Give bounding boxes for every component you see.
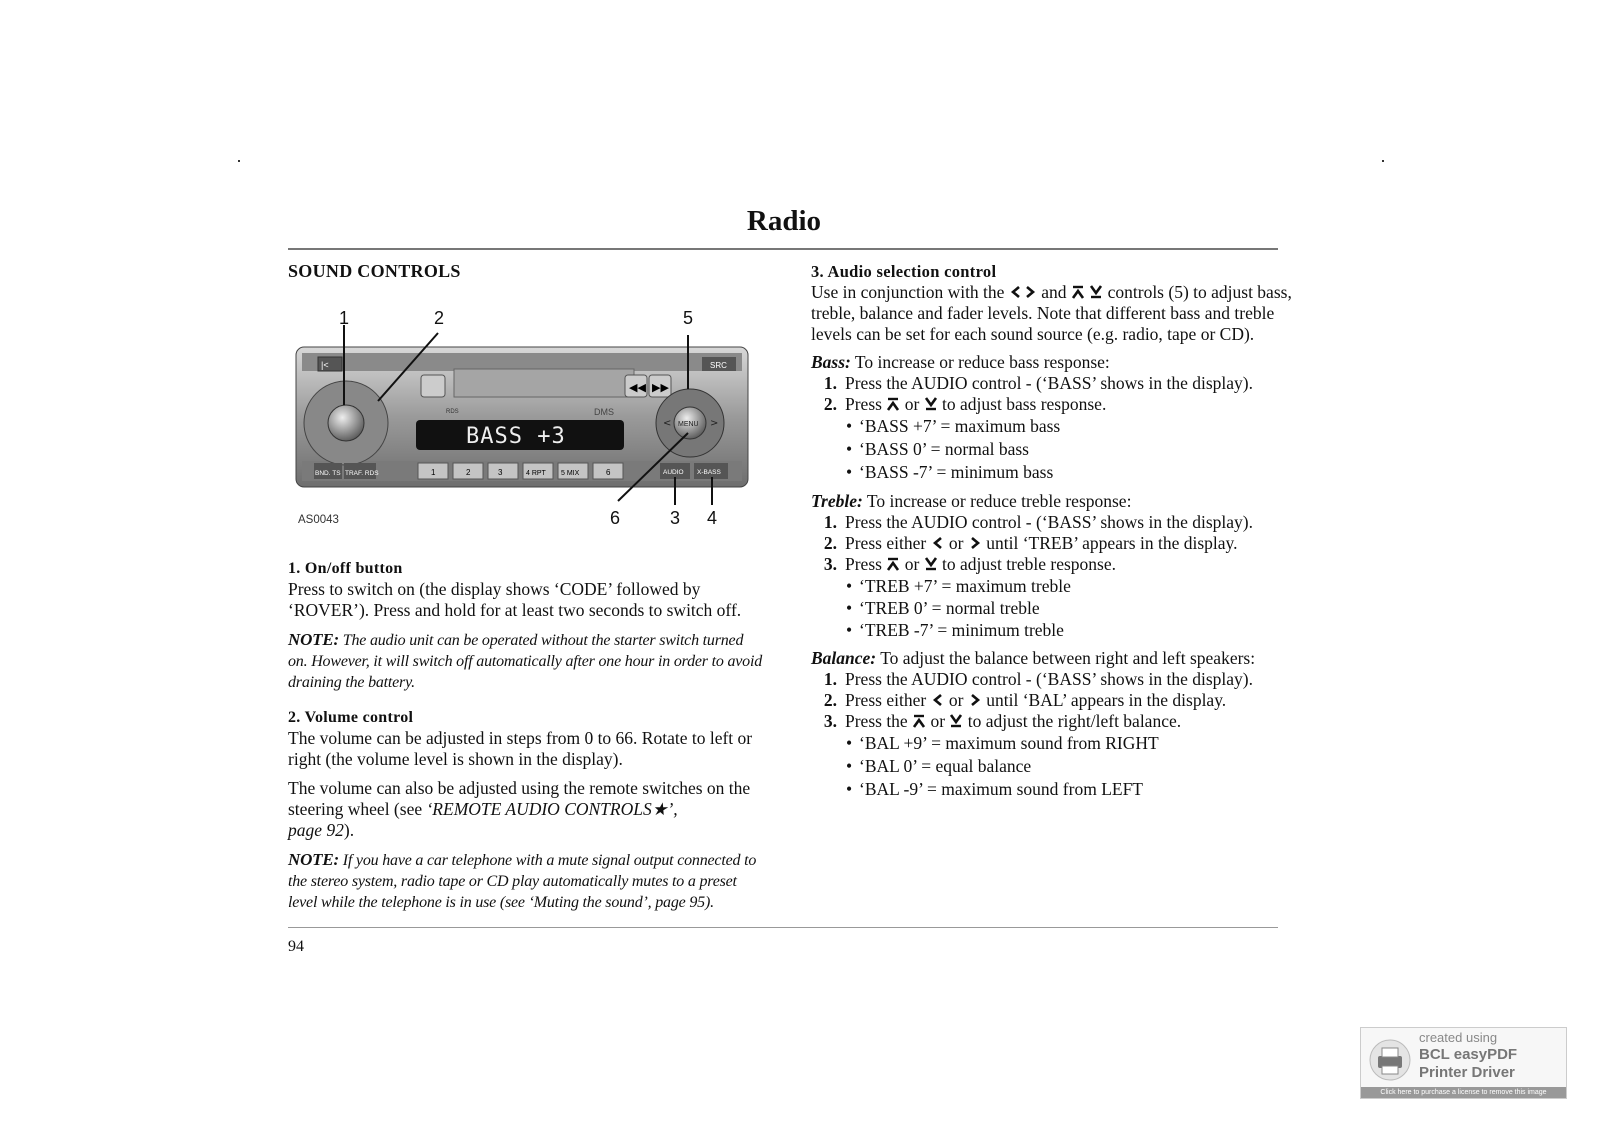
- note-label: NOTE:: [288, 630, 339, 649]
- list-item: • ‘BASS -7’ = minimum bass: [811, 461, 1293, 484]
- svg-text:◀◀: ◀◀: [629, 381, 646, 394]
- step-number: 2.: [823, 690, 837, 710]
- bass-desc: To increase or reduce bass response:: [850, 352, 1110, 372]
- preset-2-label: 2: [466, 468, 471, 477]
- treble-desc: To increase or reduce treble response:: [862, 491, 1132, 511]
- step-number: 2.: [823, 533, 837, 553]
- bass-step-2a: Press: [845, 394, 882, 414]
- treble-step-1: Press the AUDIO control - (‘BASS’ shows in the display).: [845, 512, 1253, 532]
- balance-step-3b: to adjust the right/left balance.: [967, 711, 1182, 731]
- treble-step-2b: until ‘TREB’ appears in the display.: [986, 533, 1238, 553]
- watermark-badge[interactable]: [1360, 1027, 1567, 1099]
- chevron-left-icon: [931, 693, 945, 707]
- bass-step-1: Press the AUDIO control - (‘BASS’ shows in the display).: [845, 373, 1253, 393]
- badge-line-2: BCL easyPDF: [1419, 1046, 1518, 1063]
- ref-quote: ’,: [667, 799, 678, 819]
- chevron-left-icon: [931, 536, 945, 550]
- svg-text:▶▶: ▶▶: [652, 381, 669, 394]
- volume-body-2: [288, 778, 763, 841]
- bass-label: Bass:: [811, 352, 851, 372]
- note-label: NOTE:: [288, 850, 339, 869]
- treble-step-2a: Press either: [845, 533, 927, 553]
- svg-text:>: >: [710, 418, 719, 429]
- list-item: • ‘BAL +9’ = maximum sound from RIGHT: [811, 732, 1293, 755]
- list-item: [811, 394, 1293, 415]
- callout-4: 4: [707, 508, 718, 528]
- arrow-up-bar-icon: [912, 714, 926, 728]
- list-item: • ‘TREB 0’ = normal treble: [811, 597, 1293, 619]
- step-number: 3.: [823, 711, 837, 731]
- arrow-up-bar-icon: [886, 557, 900, 571]
- scan-mark: [1382, 160, 1384, 162]
- arrow-down-bar-icon: [949, 714, 963, 728]
- audio-button-label: AUDIO: [663, 469, 684, 476]
- preset-1-label: 1: [431, 468, 436, 477]
- badge-purchase-link[interactable]: Click here to purchase a license to remove this image: [1361, 1087, 1566, 1098]
- svg-text:<: <: [663, 418, 672, 429]
- audio-intro: [811, 282, 1293, 345]
- list-item: [811, 669, 1293, 690]
- volume-note: [288, 849, 763, 913]
- treble-label: Treble:: [811, 491, 863, 511]
- volume-heading: 2. Volume control: [288, 709, 414, 726]
- onoff-heading: 1. On/off button: [288, 560, 403, 577]
- rds-logo: RDS: [446, 409, 459, 415]
- src-button-label: SRC: [710, 361, 727, 370]
- callout-1: 1: [339, 308, 350, 328]
- printer-icon: [1367, 1038, 1413, 1082]
- step-number: 1.: [823, 373, 837, 393]
- bass-intro: [811, 352, 1293, 373]
- treble-step-3b: to adjust treble response.: [942, 554, 1117, 574]
- ref-title: ‘REMOTE AUDIO CONTROLS: [426, 799, 652, 819]
- figure-code: AS0043: [298, 514, 339, 526]
- or-text: or: [948, 690, 964, 710]
- section-title: SOUND CONTROLS: [288, 261, 461, 281]
- list-item: [811, 690, 1293, 711]
- callout-2: 2: [434, 308, 445, 328]
- right-column: [811, 261, 1293, 801]
- onoff-note: [288, 629, 763, 693]
- star-marker: ★: [651, 799, 668, 819]
- list-item: • ‘BASS 0’ = normal bass: [811, 438, 1293, 461]
- audio-intro-and: and: [1041, 282, 1067, 302]
- badge-line-1: created using: [1419, 1030, 1498, 1045]
- or-text: or: [948, 533, 964, 553]
- or-text: or: [930, 711, 946, 731]
- arrow-down-bar-icon: [924, 557, 938, 571]
- treble-step-3a: Press: [845, 554, 882, 574]
- preset-3-label: 3: [498, 468, 503, 477]
- list-item: • ‘BAL -9’ = maximum sound from LEFT: [811, 778, 1293, 801]
- balance-desc: To adjust the balance between right and left speakers:: [876, 648, 1256, 668]
- step-number: 2.: [823, 394, 837, 414]
- arrow-down-bar-icon: [924, 397, 938, 411]
- chevron-right-icon: [1023, 285, 1037, 299]
- list-item: [811, 373, 1293, 394]
- scan-mark: [238, 160, 240, 162]
- balance-steps: [811, 669, 1293, 732]
- volume-body-1: The volume can be adjusted in steps from 0 to 66. Rotate to left or right (the volume level is shown in the display).: [288, 728, 753, 769]
- audio-intro-a: Use in conjunction with the: [811, 282, 1005, 302]
- list-item: • ‘TREB +7’ = maximum treble: [811, 575, 1293, 597]
- radio-figure: [288, 305, 763, 535]
- or-text: or: [904, 554, 920, 574]
- list-item: • ‘BASS +7’ = maximum bass: [811, 415, 1293, 438]
- list-item: • ‘TREB -7’ = minimum treble: [811, 619, 1293, 641]
- step-number: 3.: [823, 554, 837, 574]
- callout-5: 5: [683, 308, 694, 328]
- step-number: 1.: [823, 512, 837, 532]
- chevron-right-icon: [968, 693, 982, 707]
- ref-page: page 92: [288, 820, 344, 840]
- preset-5-label: 5 MIX: [561, 470, 580, 477]
- badge-line-3: Printer Driver: [1419, 1064, 1515, 1081]
- audio-intro-b: controls (5) to adjust bass, treble, balance and fader levels. Note that different bass and treble levels can be set for each sound source (e.g. radio, tape or CD).: [811, 282, 1292, 344]
- balance-step-2b: until ‘BAL’ appears in the display.: [986, 690, 1227, 710]
- arrow-up-bar-icon: [1071, 285, 1085, 299]
- callout-3: 3: [670, 508, 681, 528]
- onoff-body: Press to switch on (the display shows ‘CODE’ followed by ‘ROVER’). Press and hold for at least two seconds to switch off.: [288, 579, 742, 620]
- left-column-text: [288, 558, 763, 913]
- note-text: The audio unit can be operated without the starter switch turned on. However, it will switch off automatically after one hour in order to avoid draining the battery.: [288, 632, 762, 691]
- dms-logo: DMS: [594, 407, 614, 417]
- arrow-down-bar-icon: [1089, 285, 1103, 299]
- arrow-up-bar-icon: [886, 397, 900, 411]
- preset-4-label: 4 RPT: [526, 470, 546, 477]
- or-text: or: [904, 394, 920, 414]
- chevron-left-icon: [1009, 285, 1023, 299]
- page-number: 94: [288, 938, 304, 955]
- footer-rule: [288, 927, 1278, 928]
- bass-steps: [811, 373, 1293, 415]
- traffic-button-label: TRAF. RDS: [345, 470, 379, 477]
- header-rule: [288, 248, 1278, 250]
- preset-6-label: 6: [606, 468, 611, 477]
- list-item: [811, 533, 1293, 554]
- xbass-button-label: X-BASS: [697, 469, 721, 476]
- page-title: Radio: [746, 205, 822, 237]
- lcd-display-text: BASS +3: [466, 424, 566, 449]
- list-item: • ‘BAL 0’ = equal balance: [811, 755, 1293, 778]
- treble-intro: [811, 491, 1293, 512]
- menu-label: MENU: [678, 421, 699, 428]
- balance-label: Balance:: [811, 648, 877, 668]
- note-text: If you have a car telephone with a mute signal output connected to the stereo system, radio tape or CD play automatically mutes to a preset level while the telephone is in use (see ‘Muting the sound’, page 95).: [288, 852, 757, 911]
- balance-step-3a: Press the: [845, 711, 908, 731]
- audio-heading: 3. Audio selection control: [811, 262, 997, 281]
- band-button-label: BND. TS: [315, 470, 341, 477]
- volume-body-2a: The volume can also be adjusted using the remote switches on the steering wheel (see: [288, 778, 751, 819]
- balance-step-2a: Press either: [845, 690, 927, 710]
- list-item: [811, 711, 1293, 732]
- balance-intro: [811, 648, 1293, 669]
- left-column: [288, 261, 763, 282]
- list-item: [811, 554, 1293, 575]
- balance-step-1: Press the AUDIO control - (‘BASS’ shows in the display).: [845, 669, 1253, 689]
- svg-text:|<: |<: [321, 360, 329, 370]
- volume-body-2c: ).: [343, 820, 355, 840]
- list-item: [811, 512, 1293, 533]
- step-number: 1.: [823, 669, 837, 689]
- chevron-right-icon: [968, 536, 982, 550]
- bass-step-2b: to adjust bass response.: [942, 394, 1107, 414]
- callout-6: 6: [610, 508, 621, 528]
- treble-steps: [811, 512, 1293, 575]
